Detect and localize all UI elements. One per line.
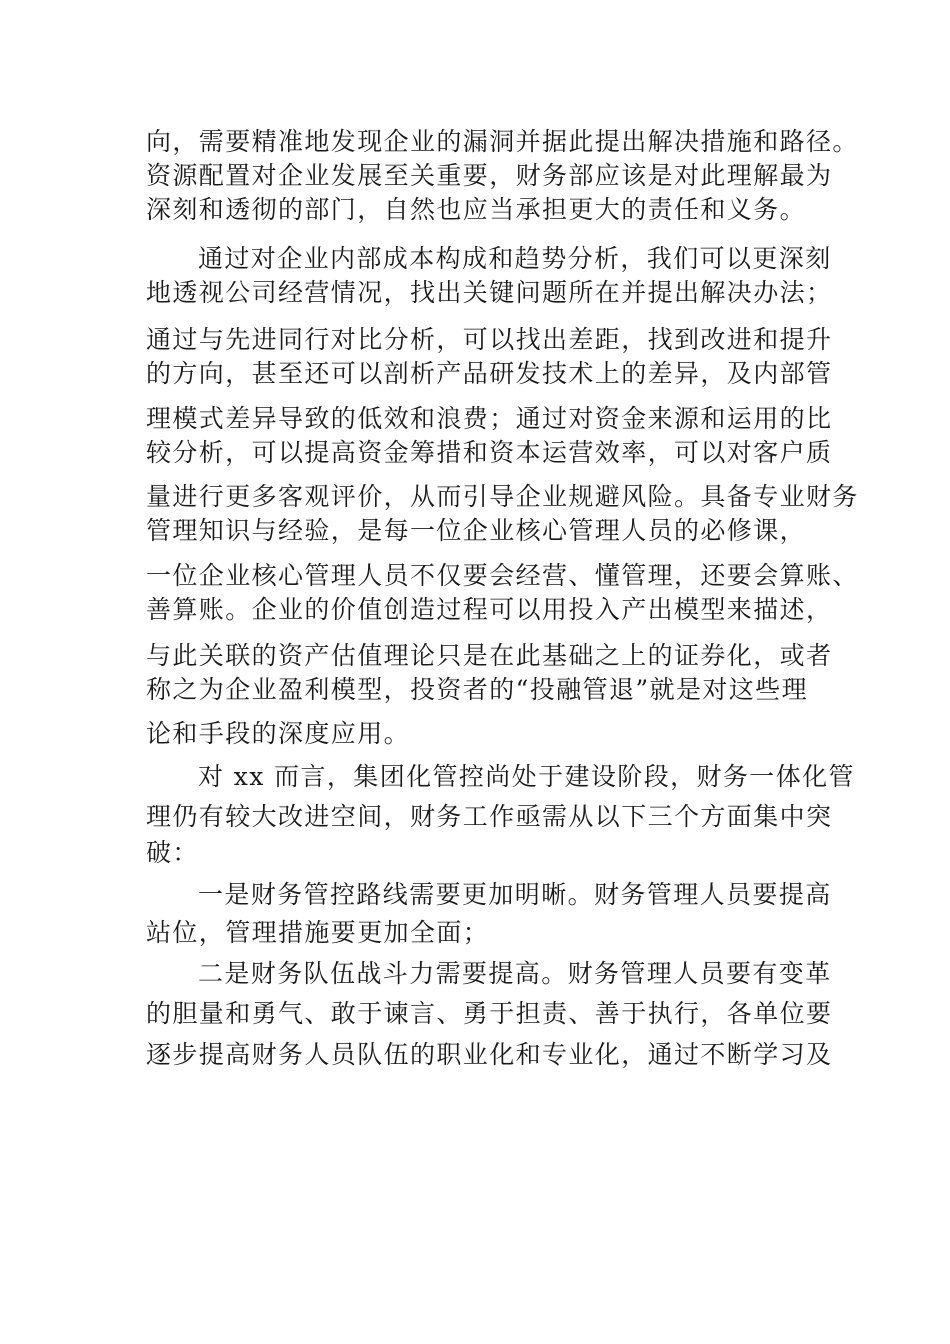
text-line: 理仍有较大改进空间，财务工作亟需从以下三个方面集中突 bbox=[146, 802, 833, 831]
paragraph-first-line: 对 xx 而言，集团化管控尚处于建设阶段，财务一体化管 bbox=[198, 762, 855, 791]
text-line: 的胆量和勇气、敢于谏言、勇于担责、善于执行，各单位要 bbox=[146, 999, 833, 1028]
text-line: 向，需要精准地发现企业的漏洞并据此提出解决措施和路径。 bbox=[146, 127, 859, 156]
paragraph-first-line: 二是财务队伍战斗力需要提高。财务管理人员要有变革 bbox=[198, 959, 832, 988]
text-line: 破： bbox=[146, 838, 199, 867]
text-line: 站位，管理措施要更加全面； bbox=[146, 918, 490, 947]
text-line: 一位企业核心管理人员不仅要会经营、懂管理，还要会算账、 bbox=[146, 561, 859, 590]
text-line: 逐步提高财务人员队伍的职业化和专业化，通过不断学习及 bbox=[146, 1040, 833, 1069]
text-line: 的方向，甚至还可以剖析产品研发技术上的差异，及内部管 bbox=[146, 359, 833, 388]
text-line: 称之为企业盈利模型，投资者的“投融管退”就是对这些理 bbox=[146, 675, 808, 704]
text-line: 与此关联的资产估值理论只是在此基础之上的证券化，或者 bbox=[146, 641, 833, 670]
text-line: 善算账。企业的价值创造过程可以用投入产出模型来描述， bbox=[146, 595, 833, 624]
text-line: 论和手段的深度应用。 bbox=[146, 719, 411, 748]
text-line: 量进行更多客观评价，从而引导企业规避风险。具备专业财务 bbox=[146, 482, 859, 511]
text-line: 理模式差异导致的低效和浪费；通过对资金来源和运用的比 bbox=[146, 404, 833, 433]
paragraph-first-line: 通过对企业内部成本构成和趋势分析，我们可以更深刻 bbox=[198, 244, 832, 273]
text-line: 通过与先进同行对比分析，可以找出差距，找到改进和提升 bbox=[146, 325, 833, 354]
text-line: 资源配置对企业发展至关重要，财务部应该是对此理解最为 bbox=[146, 161, 833, 190]
text-line: 深刻和透彻的部门，自然也应当承担更大的责任和义务。 bbox=[146, 195, 807, 224]
text-line: 较分析，可以提高资金筹措和资本运营效率，可以对客户质 bbox=[146, 438, 833, 467]
text-line: 地透视公司经营情况，找出关键问题所在并提出解决办法； bbox=[146, 278, 833, 307]
text-line: 管理知识与经验，是每一位企业核心管理人员的必修课， bbox=[146, 516, 807, 545]
paragraph-first-line: 一是财务管控路线需要更加明晰。财务管理人员要提高 bbox=[198, 880, 832, 909]
